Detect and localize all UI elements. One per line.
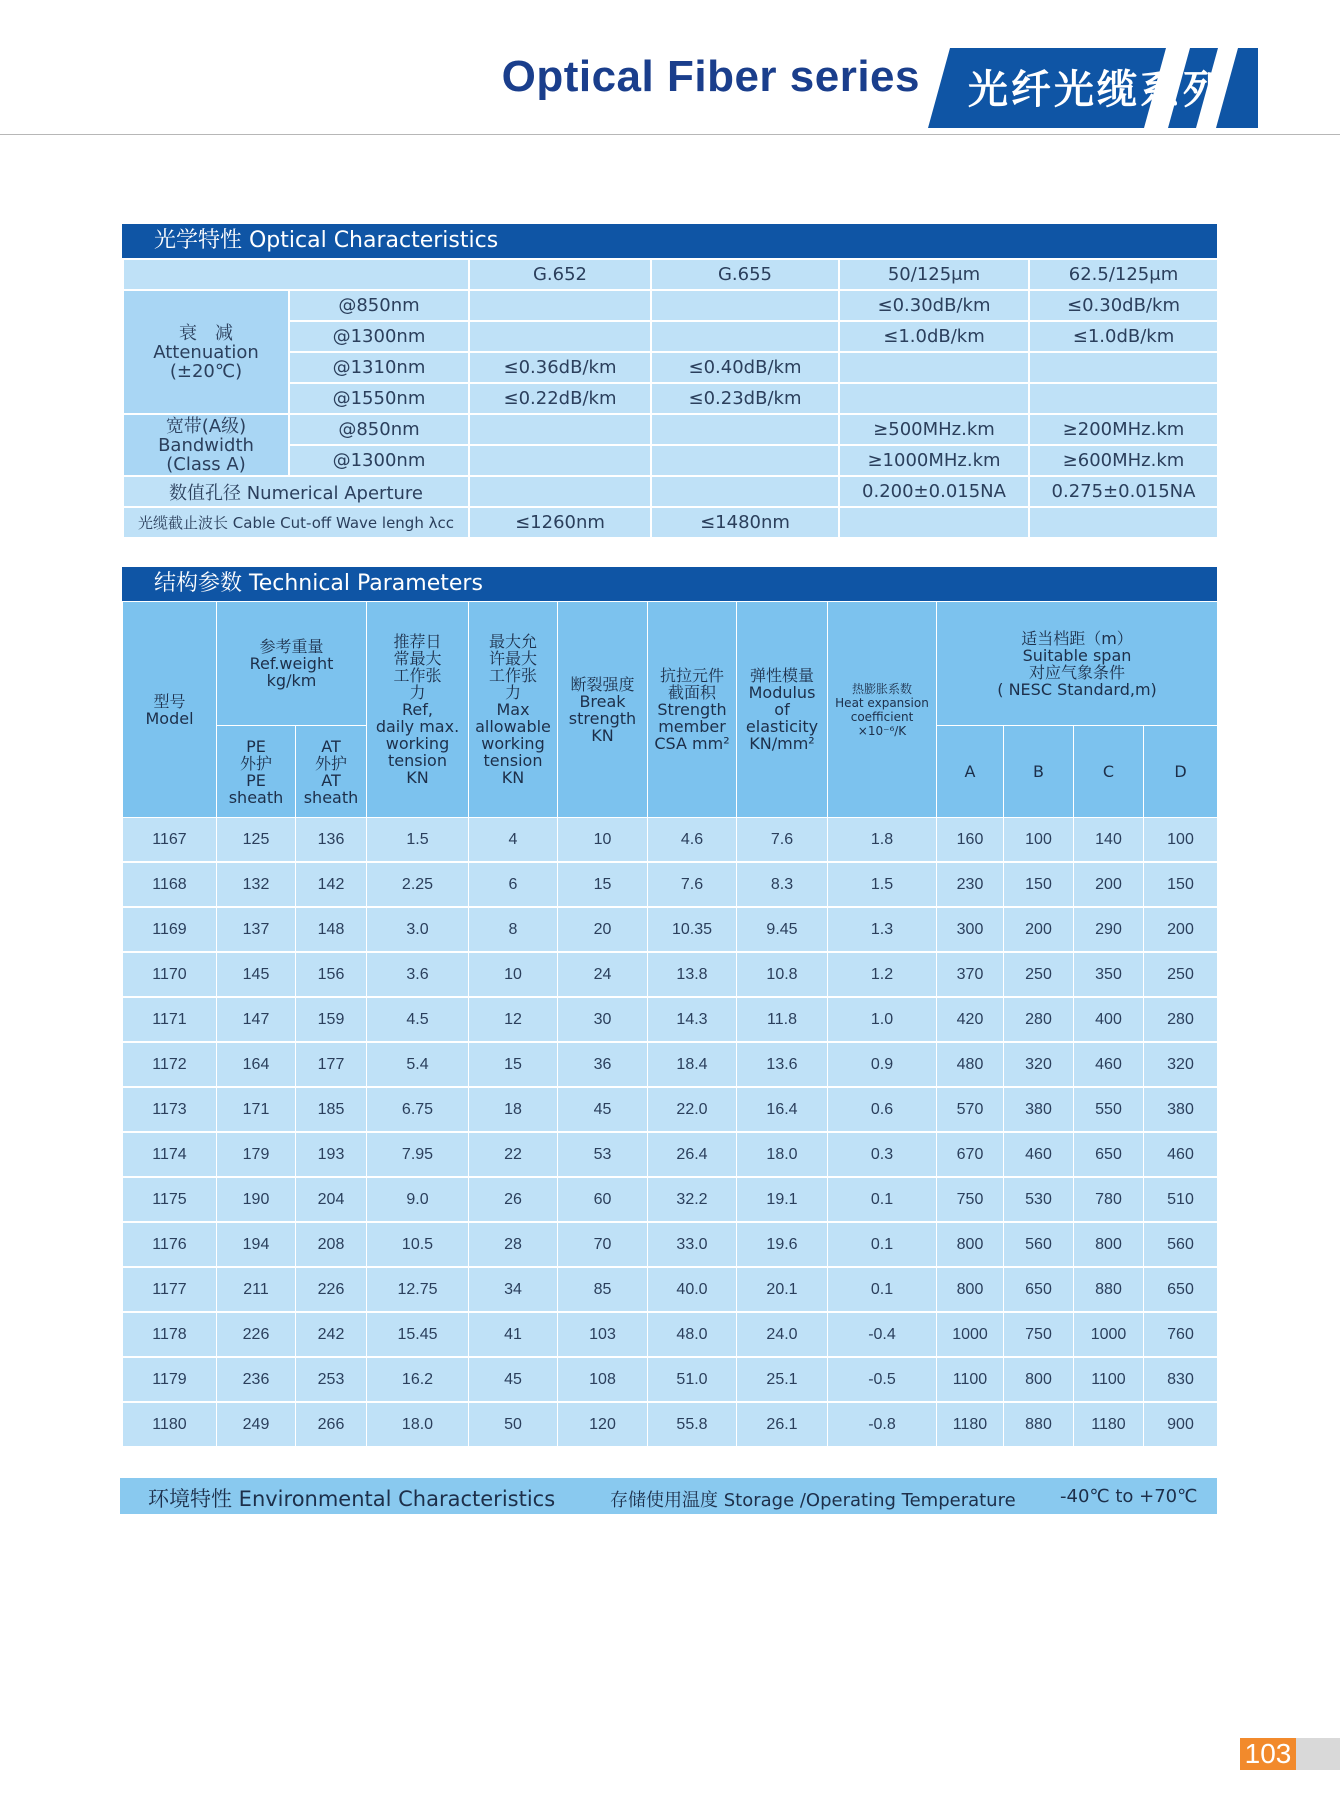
table-cell: 51.0	[648, 1357, 737, 1402]
table-cell: 6.75	[367, 1087, 469, 1132]
table-cell: 253	[296, 1357, 367, 1402]
table-cell: 171	[217, 1087, 296, 1132]
table-cell: 41	[469, 1312, 558, 1357]
cell: 0.200±0.015NA	[839, 476, 1029, 507]
table-cell: 250	[1004, 952, 1074, 997]
table-cell: 570	[937, 1087, 1004, 1132]
col-header: 62.5/125μm	[1029, 259, 1218, 290]
wavelength-label: @850nm	[289, 290, 469, 321]
table-cell: 280	[1144, 997, 1218, 1042]
cell	[839, 352, 1029, 383]
table-cell: 320	[1004, 1042, 1074, 1087]
table-cell: 380	[1004, 1087, 1074, 1132]
table-cell: 200	[1074, 862, 1144, 907]
temperature-label: 存储使用温度 Storage /Operating Temperature	[610, 1490, 1016, 1511]
table-cell: 460	[1004, 1132, 1074, 1177]
header-span-c: C	[1074, 726, 1144, 818]
table-cell: 1175	[123, 1177, 217, 1222]
table-cell: 18.0	[367, 1402, 469, 1447]
table-cell: 159	[296, 997, 367, 1042]
table-row	[123, 1312, 1218, 1357]
table-cell: 140	[1074, 818, 1144, 863]
table-cell: 150	[1144, 862, 1218, 907]
table-cell: -0.4	[828, 1312, 937, 1357]
cell: ≤0.22dB/km	[469, 383, 651, 414]
table-cell: 800	[1004, 1357, 1074, 1402]
cell	[469, 321, 651, 352]
cell: ≤1.0dB/km	[839, 321, 1029, 352]
table-row	[123, 862, 1218, 907]
table-cell: 179	[217, 1132, 296, 1177]
environment-title: 环境特性 Environmental Characteristics	[148, 1487, 556, 1511]
table-cell: 9.45	[737, 907, 828, 952]
table-cell: 530	[1004, 1177, 1074, 1222]
table-cell: 8.3	[737, 862, 828, 907]
table-row	[123, 1087, 1218, 1132]
technical-body	[123, 818, 1218, 1448]
table-row	[123, 1132, 1218, 1177]
table-cell: 10.8	[737, 952, 828, 997]
cell	[469, 414, 651, 445]
table-cell: 18	[469, 1087, 558, 1132]
table-cell: 750	[937, 1177, 1004, 1222]
table-row	[123, 1357, 1218, 1402]
table-cell: 160	[937, 818, 1004, 863]
table-cell: 460	[1144, 1132, 1218, 1177]
table-cell: 125	[217, 818, 296, 863]
optical-row	[123, 290, 1218, 321]
table-cell: 164	[217, 1042, 296, 1087]
header-span-d: D	[1144, 726, 1218, 818]
table-cell: 1180	[937, 1402, 1004, 1447]
optical-table	[122, 258, 1219, 539]
title-zh: 光纤光缆系列	[968, 67, 1226, 113]
table-cell: -0.8	[828, 1402, 937, 1447]
header-suitable-span: 适当档距（m） Suitable span 对应气象条件 ( NESC Standard,m)	[937, 602, 1218, 726]
table-cell: 50	[469, 1402, 558, 1447]
table-cell: 880	[1004, 1402, 1074, 1447]
environment-bar	[120, 1478, 1217, 1514]
table-cell: 0.3	[828, 1132, 937, 1177]
table-cell: 1171	[123, 997, 217, 1042]
table-cell: 1169	[123, 907, 217, 952]
table-cell: 1100	[937, 1357, 1004, 1402]
table-cell: 1174	[123, 1132, 217, 1177]
table-cell: 760	[1144, 1312, 1218, 1357]
table-cell: 193	[296, 1132, 367, 1177]
table-cell: 147	[217, 997, 296, 1042]
cell	[839, 507, 1029, 538]
table-cell: 1000	[1074, 1312, 1144, 1357]
table-cell: 242	[296, 1312, 367, 1357]
table-cell: 830	[1144, 1357, 1218, 1402]
table-cell: 15	[558, 862, 648, 907]
table-cell: 156	[296, 952, 367, 997]
table-cell: 280	[1004, 997, 1074, 1042]
header-divider	[0, 134, 1340, 135]
table-cell: 510	[1144, 1177, 1218, 1222]
table-cell: 11.8	[737, 997, 828, 1042]
table-cell: 12.75	[367, 1267, 469, 1312]
cell: ≥1000MHz.km	[839, 445, 1029, 476]
table-cell: 480	[937, 1042, 1004, 1087]
table-cell: 0.6	[828, 1087, 937, 1132]
table-cell: 1170	[123, 952, 217, 997]
cell	[469, 476, 651, 507]
table-cell: 36	[558, 1042, 648, 1087]
col-header: G.655	[651, 259, 839, 290]
cell: ≤0.30dB/km	[1029, 290, 1218, 321]
optical-section-title: 光学特性 Optical Characteristics	[122, 224, 1217, 258]
header-heat-expansion: 热膨胀系数 Heat expansion coefficient ×10⁻⁶/K	[828, 602, 937, 818]
table-cell: 22	[469, 1132, 558, 1177]
table-cell: 550	[1074, 1087, 1144, 1132]
cell: ≤0.40dB/km	[651, 352, 839, 383]
table-cell: 226	[296, 1267, 367, 1312]
table-cell: 420	[937, 997, 1004, 1042]
table-cell: 236	[217, 1357, 296, 1402]
table-cell: 9.0	[367, 1177, 469, 1222]
header-pe-sheath: PE 外护 PE sheath	[217, 726, 296, 818]
table-cell: 10.5	[367, 1222, 469, 1267]
wavelength-label: @1550nm	[289, 383, 469, 414]
table-cell: 1168	[123, 862, 217, 907]
table-cell: 208	[296, 1222, 367, 1267]
table-cell: 22.0	[648, 1087, 737, 1132]
table-cell: 1.3	[828, 907, 937, 952]
table-cell: 6	[469, 862, 558, 907]
table-cell: 750	[1004, 1312, 1074, 1357]
table-cell: 880	[1074, 1267, 1144, 1312]
table-cell: 16.4	[737, 1087, 828, 1132]
table-cell: 4.6	[648, 818, 737, 863]
table-cell: 460	[1074, 1042, 1144, 1087]
table-cell: 900	[1144, 1402, 1218, 1447]
technical-section-title: 结构参数 Technical Parameters	[122, 567, 1217, 601]
cell: ≤0.30dB/km	[839, 290, 1029, 321]
table-cell: 4	[469, 818, 558, 863]
cell: ≤1260nm	[469, 507, 651, 538]
table-cell: 370	[937, 952, 1004, 997]
cell	[651, 290, 839, 321]
table-cell: -0.5	[828, 1357, 937, 1402]
table-row	[123, 907, 1218, 952]
wavelength-label: @850nm	[289, 414, 469, 445]
table-cell: 211	[217, 1267, 296, 1312]
technical-header-row	[123, 602, 1218, 726]
cell	[1029, 352, 1218, 383]
table-cell: 10	[469, 952, 558, 997]
table-cell: 1.2	[828, 952, 937, 997]
table-row	[123, 1177, 1218, 1222]
table-cell: 25.1	[737, 1357, 828, 1402]
table-cell: 650	[1144, 1267, 1218, 1312]
table-cell: 18.0	[737, 1132, 828, 1177]
table-cell: 7.6	[648, 862, 737, 907]
header-span-b: B	[1004, 726, 1074, 818]
table-cell: 34	[469, 1267, 558, 1312]
table-cell: 560	[1144, 1222, 1218, 1267]
table-cell: 1178	[123, 1312, 217, 1357]
table-cell: 1180	[123, 1402, 217, 1447]
table-cell: 380	[1144, 1087, 1218, 1132]
table-cell: 1.5	[828, 862, 937, 907]
page-number: 103	[1240, 1738, 1296, 1770]
temperature-value: -40℃ to +70℃	[1060, 1486, 1198, 1507]
header-model: 型号 Model	[123, 602, 217, 818]
optical-row	[123, 414, 1218, 445]
table-cell: 100	[1144, 818, 1218, 863]
table-cell: 1177	[123, 1267, 217, 1312]
table-cell: 300	[937, 907, 1004, 952]
cell: ≤0.23dB/km	[651, 383, 839, 414]
cell: 0.275±0.015NA	[1029, 476, 1218, 507]
table-cell: 400	[1074, 997, 1144, 1042]
table-cell: 3.0	[367, 907, 469, 952]
table-cell: 24	[558, 952, 648, 997]
table-cell: 1167	[123, 818, 217, 863]
cutoff-label: 光缆截止波长 Cable Cut-off Wave lengh λcc	[123, 507, 469, 538]
table-cell: 18.4	[648, 1042, 737, 1087]
table-cell: 2.25	[367, 862, 469, 907]
table-cell: 350	[1074, 952, 1144, 997]
table-cell: 0.1	[828, 1222, 937, 1267]
cell	[469, 290, 651, 321]
header-max-tension: 最大允 许最大 工作张 力 Max allowable working tension KN	[469, 602, 558, 818]
cell: ≥600MHz.km	[1029, 445, 1218, 476]
table-cell: 0.9	[828, 1042, 937, 1087]
table-cell: 177	[296, 1042, 367, 1087]
header-ref-weight: 参考重量 Ref.weight kg/km	[217, 602, 367, 726]
bandwidth-label: 宽带(A级) Bandwidth (Class A)	[123, 414, 289, 476]
cell	[1029, 383, 1218, 414]
table-cell: 33.0	[648, 1222, 737, 1267]
table-cell: 48.0	[648, 1312, 737, 1357]
table-cell: 1176	[123, 1222, 217, 1267]
cell: ≥200MHz.km	[1029, 414, 1218, 445]
cell: ≤1480nm	[651, 507, 839, 538]
table-cell: 650	[1004, 1267, 1074, 1312]
table-cell: 4.5	[367, 997, 469, 1042]
table-cell: 14.3	[648, 997, 737, 1042]
table-cell: 26.4	[648, 1132, 737, 1177]
cell	[469, 445, 651, 476]
table-cell: 290	[1074, 907, 1144, 952]
table-cell: 249	[217, 1402, 296, 1447]
table-cell: 250	[1144, 952, 1218, 997]
table-cell: 120	[558, 1402, 648, 1447]
table-cell: 1179	[123, 1357, 217, 1402]
table-cell: 10.35	[648, 907, 737, 952]
table-cell: 132	[217, 862, 296, 907]
table-cell: 200	[1004, 907, 1074, 952]
table-cell: 137	[217, 907, 296, 952]
table-cell: 145	[217, 952, 296, 997]
table-row	[123, 1267, 1218, 1312]
table-cell: 7.95	[367, 1132, 469, 1177]
cell: ≤0.36dB/km	[469, 352, 651, 383]
header-at-sheath: AT 外护 AT sheath	[296, 726, 367, 818]
table-cell: 320	[1144, 1042, 1218, 1087]
table-cell: 24.0	[737, 1312, 828, 1357]
table-cell: 53	[558, 1132, 648, 1177]
header-modulus: 弹性模量 Modulus of elasticity KN/mm²	[737, 602, 828, 818]
wavelength-label: @1310nm	[289, 352, 469, 383]
table-cell: 800	[937, 1222, 1004, 1267]
technical-table	[122, 601, 1218, 1448]
table-cell: 670	[937, 1132, 1004, 1177]
table-cell: 780	[1074, 1177, 1144, 1222]
table-cell: 45	[558, 1087, 648, 1132]
table-cell: 26.1	[737, 1402, 828, 1447]
table-cell: 55.8	[648, 1402, 737, 1447]
cell	[651, 321, 839, 352]
page-title: Optical Fiber series	[501, 52, 920, 101]
table-cell: 560	[1004, 1222, 1074, 1267]
table-cell: 200	[1144, 907, 1218, 952]
table-cell: 1180	[1074, 1402, 1144, 1447]
table-cell: 19.1	[737, 1177, 828, 1222]
optical-header-row	[123, 259, 1218, 290]
table-cell: 1000	[937, 1312, 1004, 1357]
header-csa: 抗拉元件 截面积 Strength member CSA mm²	[648, 602, 737, 818]
table-cell: 60	[558, 1177, 648, 1222]
cell	[839, 383, 1029, 414]
table-cell: 230	[937, 862, 1004, 907]
cell: ≥500MHz.km	[839, 414, 1029, 445]
optical-row	[123, 507, 1218, 538]
cell: ≤1.0dB/km	[1029, 321, 1218, 352]
table-cell: 1172	[123, 1042, 217, 1087]
table-cell: 26	[469, 1177, 558, 1222]
table-cell: 10	[558, 818, 648, 863]
table-cell: 1173	[123, 1087, 217, 1132]
table-cell: 226	[217, 1312, 296, 1357]
table-cell: 800	[937, 1267, 1004, 1312]
table-cell: 13.8	[648, 952, 737, 997]
table-cell: 28	[469, 1222, 558, 1267]
table-row	[123, 1222, 1218, 1267]
table-cell: 100	[1004, 818, 1074, 863]
table-cell: 40.0	[648, 1267, 737, 1312]
cell	[651, 476, 839, 507]
table-cell: 185	[296, 1087, 367, 1132]
table-cell: 150	[1004, 862, 1074, 907]
cell	[651, 445, 839, 476]
table-cell: 70	[558, 1222, 648, 1267]
table-cell: 20	[558, 907, 648, 952]
table-cell: 85	[558, 1267, 648, 1312]
col-header: 50/125μm	[839, 259, 1029, 290]
table-cell: 32.2	[648, 1177, 737, 1222]
table-cell: 0.1	[828, 1267, 937, 1312]
table-cell: 108	[558, 1357, 648, 1402]
table-cell: 148	[296, 907, 367, 952]
table-cell: 15.45	[367, 1312, 469, 1357]
cell	[651, 414, 839, 445]
table-cell: 20.1	[737, 1267, 828, 1312]
table-row	[123, 818, 1218, 863]
header-span-a: A	[937, 726, 1004, 818]
table-row	[123, 952, 1218, 997]
wavelength-label: @1300nm	[289, 321, 469, 352]
table-cell: 266	[296, 1402, 367, 1447]
table-cell: 13.6	[737, 1042, 828, 1087]
table-cell: 19.6	[737, 1222, 828, 1267]
col-header: G.652	[469, 259, 651, 290]
table-cell: 16.2	[367, 1357, 469, 1402]
numerical-aperture-label: 数值孔径 Numerical Aperture	[123, 476, 469, 507]
table-cell: 190	[217, 1177, 296, 1222]
wavelength-label: @1300nm	[289, 445, 469, 476]
table-cell: 30	[558, 997, 648, 1042]
table-cell: 1.5	[367, 818, 469, 863]
table-cell: 103	[558, 1312, 648, 1357]
table-cell: 12	[469, 997, 558, 1042]
attenuation-label: 衰 减 Attenuation (±20℃)	[123, 290, 289, 414]
table-cell: 7.6	[737, 818, 828, 863]
table-cell: 0.1	[828, 1177, 937, 1222]
table-row	[123, 997, 1218, 1042]
table-row	[123, 1042, 1218, 1087]
table-cell: 1.0	[828, 997, 937, 1042]
header-break-strength: 断裂强度 Break strength KN	[558, 602, 648, 818]
table-cell: 194	[217, 1222, 296, 1267]
table-cell: 142	[296, 862, 367, 907]
table-row	[123, 1402, 1218, 1447]
table-cell: 1100	[1074, 1357, 1144, 1402]
table-cell: 8	[469, 907, 558, 952]
page-tab	[1296, 1738, 1340, 1770]
table-cell: 204	[296, 1177, 367, 1222]
table-cell: 800	[1074, 1222, 1144, 1267]
table-cell: 45	[469, 1357, 558, 1402]
optical-row	[123, 476, 1218, 507]
table-cell: 5.4	[367, 1042, 469, 1087]
table-cell: 3.6	[367, 952, 469, 997]
table-cell: 1.8	[828, 818, 937, 863]
table-cell: 650	[1074, 1132, 1144, 1177]
table-cell: 136	[296, 818, 367, 863]
table-cell: 15	[469, 1042, 558, 1087]
header-daily-tension: 推荐日 常最大 工作张 力 Ref, daily max. working tension KN	[367, 602, 469, 818]
cell	[1029, 507, 1218, 538]
optical-corner	[123, 259, 469, 290]
